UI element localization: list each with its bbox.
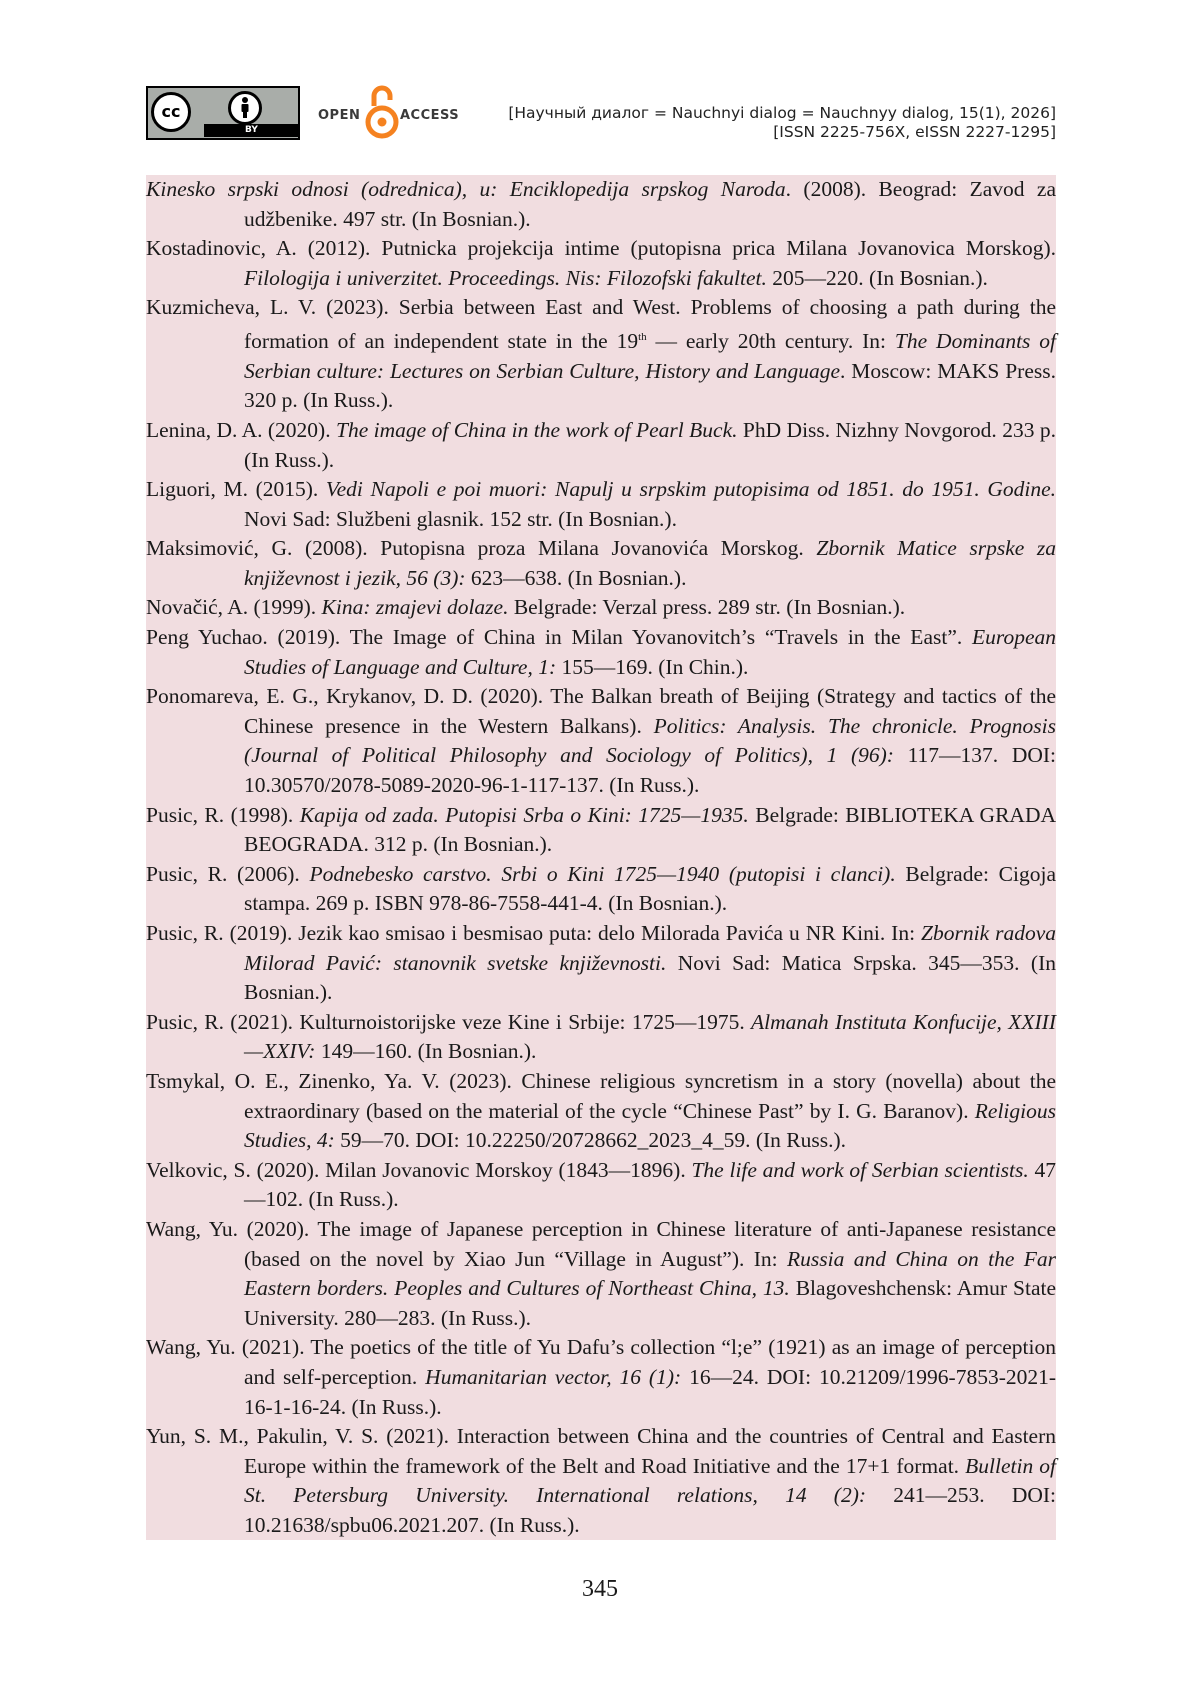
open-access-lock-icon (364, 84, 400, 140)
reference-title: The life and work of Serbian scientists. (691, 1157, 1029, 1182)
reference-text: Velkovic, S. (2020). Milan Jovanovic Morskoy (1843—1896). (146, 1157, 692, 1182)
reference-text: . (2008). Beograd: Zavod za udžbenike. 497 str. (In Bosnian.). (244, 177, 1056, 231)
reference-text: 241—253. DOI: 10.21638/spbu06.2021.207. (In Russ.). (244, 1483, 1056, 1537)
reference-entry (146, 919, 1056, 1008)
reference-text: Kuzmicheva, L. V. (2023). Serbia between East and West. Problems of choosing a path during the formation of an independent state in the 19 (146, 295, 1056, 354)
reference-entry (146, 801, 1056, 860)
reference-title: Humanitarian vector, 16 (1): (425, 1364, 682, 1389)
open-access-logo (318, 84, 458, 140)
reference-text: Pusic, R. (2021). Kulturnoistorijske veze Kine i Srbije: 1725—1975. (146, 1009, 752, 1034)
reference-entry (146, 1008, 1056, 1067)
reference-text: Kostadinovic, A. (2012). Putnicka projekcija intime (putopisna prica Milana Jovanovica Morskog). (146, 236, 1056, 261)
reference-title: Russia and China on the Far Eastern borders. Peoples and Cultures of Northeast China, 13. (244, 1246, 1057, 1301)
reference-text: Novačić, A. (1999). (146, 595, 322, 620)
cc-by-license-badge[interactable] (146, 86, 300, 140)
reference-text: th (638, 330, 647, 343)
reference-text: PhD Diss. Nizhny Novgorod. 233 p. (In Russ.). (244, 417, 1056, 472)
journal-citation (508, 104, 1056, 142)
reference-entry (146, 593, 1056, 623)
reference-title: Kapija od zada. Putopisi Srba o Kini: 1725—1935. (299, 802, 749, 827)
reference-title: Almanah Instituta Konfucije, XXIII—XXIV: (244, 1009, 1056, 1064)
reference-title: Zbornik radova Milorad Pavić: stanovnik svetske književnosti. (244, 921, 1056, 975)
reference-entry (146, 860, 1056, 919)
access-label: ACCESS (400, 108, 460, 123)
reference-text: Pusic, R. (2019). Jezik kao smisao i besmisao puta: delo Milorada Pavića u NR Kini. In: (146, 921, 922, 945)
reference-entry (146, 1333, 1056, 1422)
reference-title: The Dominants of Serbian culture: Lectures on Serbian Culture, History and Language (244, 329, 1057, 383)
reference-text: Belgrade: BIBLIOTEKA GRADA BEOGRADA. 312 p. (In Bosnian.). (244, 802, 1057, 857)
reference-text: Yun, S. M., Pakulin, V. S. (2021). Interaction between China and the countries of Central and Eastern Europe within the framework of the Belt and Road Initiative and the 17+1 format. (146, 1424, 1056, 1478)
reference-text: 205—220. (In Bosnian.). (766, 265, 988, 290)
reference-text: 149—160. (In Bosnian.). (315, 1039, 537, 1064)
reference-entry (146, 1156, 1056, 1215)
reference-text: 59—70. DOI: 10.22250/20728662_2023_4_59. (In Russ.). (334, 1128, 846, 1153)
cc-icon: cc (151, 92, 191, 132)
reference-entry (146, 175, 1056, 234)
reference-text: Ponomareva, E. G., Krykanov, D. D. (2020). The Balkan breath of Beijing (Strategy and tactics of the Chinese presence in the Western Balkans). (146, 684, 1056, 738)
reference-text: . Moscow: MAKS Press. 320 p. (In Russ.). (244, 358, 1056, 413)
reference-entry (146, 293, 1056, 416)
reference-text: 47—102. (In Russ.). (244, 1157, 1057, 1212)
reference-text: Maksimović, G. (2008). Putopisna proza Milana Jovanovića Morskog. (146, 536, 817, 561)
page-header (0, 0, 1200, 150)
reference-text: Novi Sad: Matica Srpska. 345—353. (In Bosnian.). (244, 950, 1057, 1005)
reference-title: Politics: Analysis. The chronicle. Prognosis (Journal of Political Philosophy and Sociology of Politics), 1 (96): (244, 713, 1056, 768)
attribution-person-icon (228, 91, 262, 125)
page-number: 345 (582, 1576, 618, 1602)
reference-text: Tsmykal, O. E., Zinenko, Ya. V. (2023). Chinese religious syncretism in a story (novella) about the extraordinary (based on the material of the cycle “Chinese Past” by I. G. Baranov). (146, 1068, 1056, 1123)
reference-text: Wang, Yu. (2021). The poetics of the title of Yu Dafu’s collection “l;e” (1921) as an image of perception and self-perception. (146, 1335, 1056, 1389)
reference-text: 117—137. DOI: 10.30570/2078-5089-2020-96-1-117-137. (In Russ.). (244, 743, 1056, 798)
reference-entry (146, 1215, 1056, 1333)
reference-title: Filologija i univerzitet. Proceedings. Nis: Filozofski fakultet. (244, 265, 767, 290)
reference-text: Lenina, D. A. (2020). (146, 417, 336, 442)
reference-text: Wang, Yu. (2020). The image of Japanese perception in Chinese literature of anti-Japanese resistance (based on the novel by Xiao Jun “Village in August”). In: (146, 1216, 1056, 1271)
reference-title: Zbornik Matice srpske za književnost i jezik, 56 (3): (244, 536, 1056, 590)
reference-entry (146, 475, 1056, 534)
journal-line-2: [ISSN 2225-756X, eISSN 2227-1295] (773, 123, 1056, 141)
reference-text: Liguori, M. (2015). (146, 477, 326, 502)
reference-entry (146, 1422, 1056, 1540)
reference-title: European Studies of Language and Culture, 1: (244, 625, 1056, 679)
reference-text: — early 20th century. In: (646, 329, 895, 354)
reference-text: Pusic, R. (1998). (146, 802, 300, 827)
reference-entry (146, 234, 1056, 293)
reference-list (146, 175, 1056, 1540)
reference-title: Kina: zmajevi dolaze. (321, 595, 509, 620)
reference-title: Religious Studies, 4: (244, 1098, 1056, 1153)
reference-entry (146, 682, 1056, 800)
reference-title: Vedi Napoli e poi muori: Napulj u srpskim putopisima od 1851. do 1951. Godine. (325, 477, 1056, 502)
reference-text: Blagoveshchensk: Amur State University. 280—283. (In Russ.). (244, 1276, 1056, 1330)
reference-text: Belgrade: Cigoja stampa. 269 p. ISBN 978-86-7558-441-4. (In Bosnian.). (244, 861, 1056, 916)
reference-title: The image of China in the work of Pearl Buck. (335, 417, 738, 442)
reference-text: 155—169. (In Chin.). (556, 654, 749, 679)
reference-text: Pusic, R. (2006). (146, 861, 310, 886)
reference-title: Kinesko srpski odnosi (odrednica), u: Enciklopedija srpskog Naroda (146, 177, 786, 201)
reference-entry (146, 1067, 1056, 1156)
reference-text: Novi Sad: Službeni glasnik. 152 str. (In Bosnian.). (244, 506, 677, 531)
reference-entry (146, 534, 1056, 593)
reference-text: 623—638. (In Bosnian.). (465, 565, 687, 590)
by-label: BY (204, 124, 299, 137)
reference-title: Podnebesko carstvo. Srbi o Kini 1725—1940 (putopisi i clanci). (309, 861, 896, 886)
reference-text: Peng Yuchao. (2019). The Image of China in Milan Yovanovitch’s “Travels in the East”. (146, 625, 972, 650)
open-label: OPEN (318, 108, 361, 123)
journal-line-1: [Научный диалог = Nauchnyi dialog = Nauchnyy dialog, 15(1), 2026] (508, 104, 1056, 122)
reference-title: Bulletin of St. Petersburg University. International relations, 14 (2): (244, 1453, 1056, 1508)
reference-text: 16—24. DOI: 10.21209/1996-7853-2021-16-1-16-24. (In Russ.). (244, 1364, 1057, 1419)
reference-text: Belgrade: Verzal press. 289 str. (In Bosnian.). (508, 595, 906, 620)
reference-entry (146, 416, 1056, 475)
reference-entry (146, 623, 1056, 682)
